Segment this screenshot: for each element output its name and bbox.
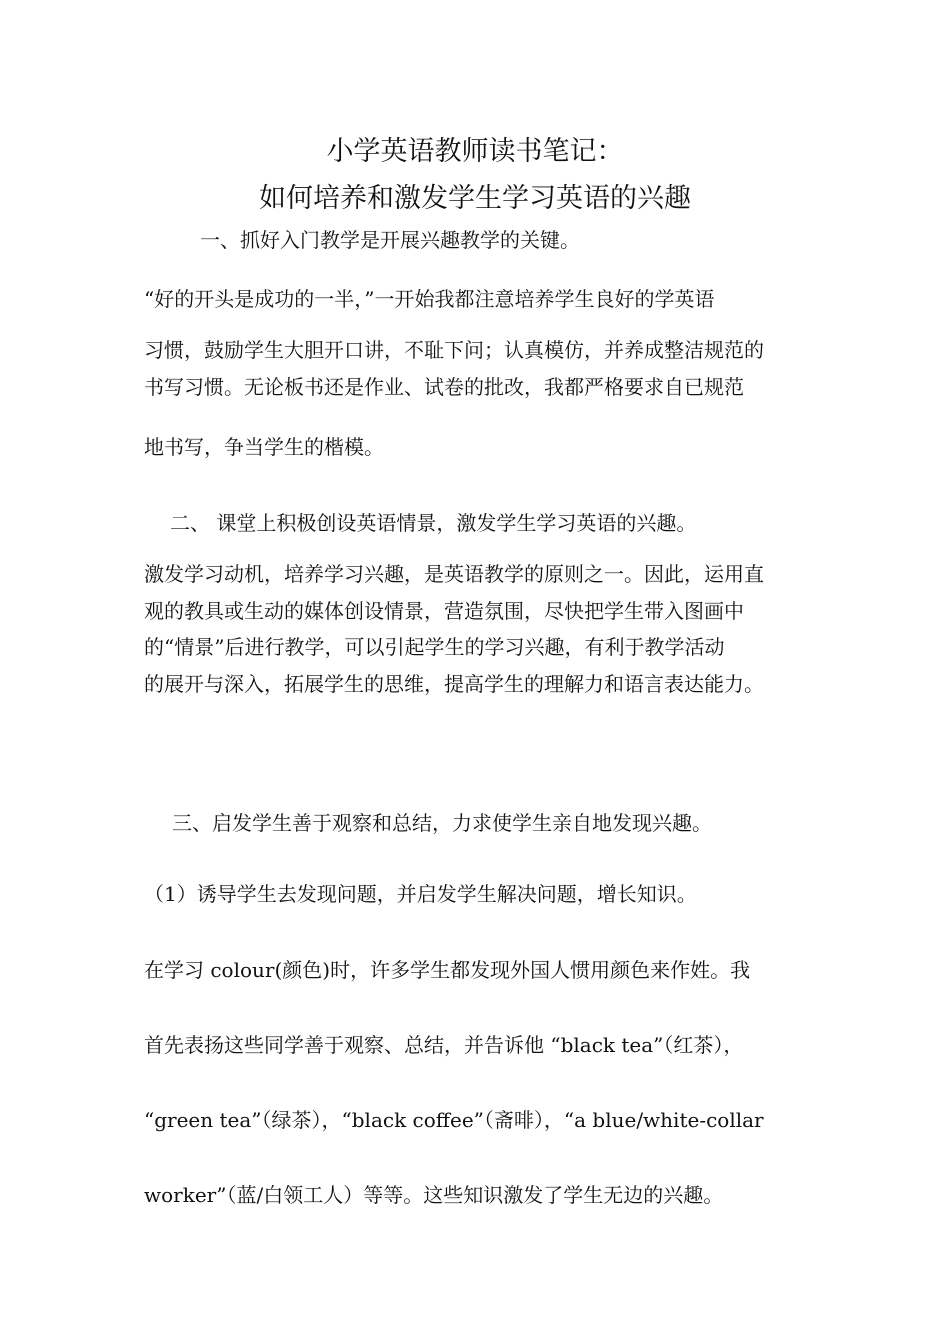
section-3-subheading: （1）诱导学生去发现问题，并启发学生解决问题，增长知识。 [144, 882, 697, 906]
section-2-line-3: 的“情景”后进行教学，可以引起学生的学习兴趣，有利于教学活动 [144, 635, 725, 659]
section-1-line-3: 书写习惯。无论板书还是作业、试卷的批改，我都严格要求自已规范 [144, 375, 744, 399]
section-2-line-1: 激发学习动机，培养学习兴趣，是英语教学的原则之一。因此，运用直 [144, 562, 764, 586]
section-3-line-3: “green tea”（绿茶），“black coffee”（斋啡），“a blue/white-collar [144, 1108, 764, 1132]
section-3-line-1: 在学习 colour(颜色)时，许多学生都发现外国人惯用颜色来作姓。我 [144, 958, 751, 982]
title-line-1: 小学英语教师读书笔记： [326, 136, 624, 167]
section-1-heading: 一、抓好入门教学是开展兴趣教学的关键。 [200, 228, 580, 252]
section-1-line-4: 地书写，争当学生的楷模。 [144, 435, 384, 459]
section-3-line-2: 首先表扬这些同学善于观察、总结，并告诉他 “black tea”（红茶）， [144, 1033, 744, 1057]
section-2-heading: 二、 课堂上积极创设英语情景，激发学生学习英语的兴趣。 [170, 511, 697, 535]
title-line-2: 如何培养和激发学生学习英语的兴趣 [259, 183, 691, 214]
section-1-line-1: “好的开头是成功的一半，”一开始我都注意培养学生良好的学英语 [144, 287, 715, 311]
section-3-line-4: worker”（蓝/白领工人）等等。这些知识激发了学生无边的兴趣。 [144, 1183, 724, 1207]
section-1-line-2: 习惯，鼓励学生大胆开口讲，不耻下问；认真模仿，并养成整洁规范的 [144, 338, 764, 362]
section-2-line-2: 观的教具或生动的媒体创设情景，营造氛围，尽快把学生带入图画中 [144, 599, 744, 623]
section-2-line-4: 的展开与深入，拓展学生的思维，提高学生的理解力和语言表达能力。 [144, 672, 764, 696]
section-3-heading: 三、启发学生善于观察和总结，力求使学生亲自地发现兴趣。 [172, 811, 712, 835]
